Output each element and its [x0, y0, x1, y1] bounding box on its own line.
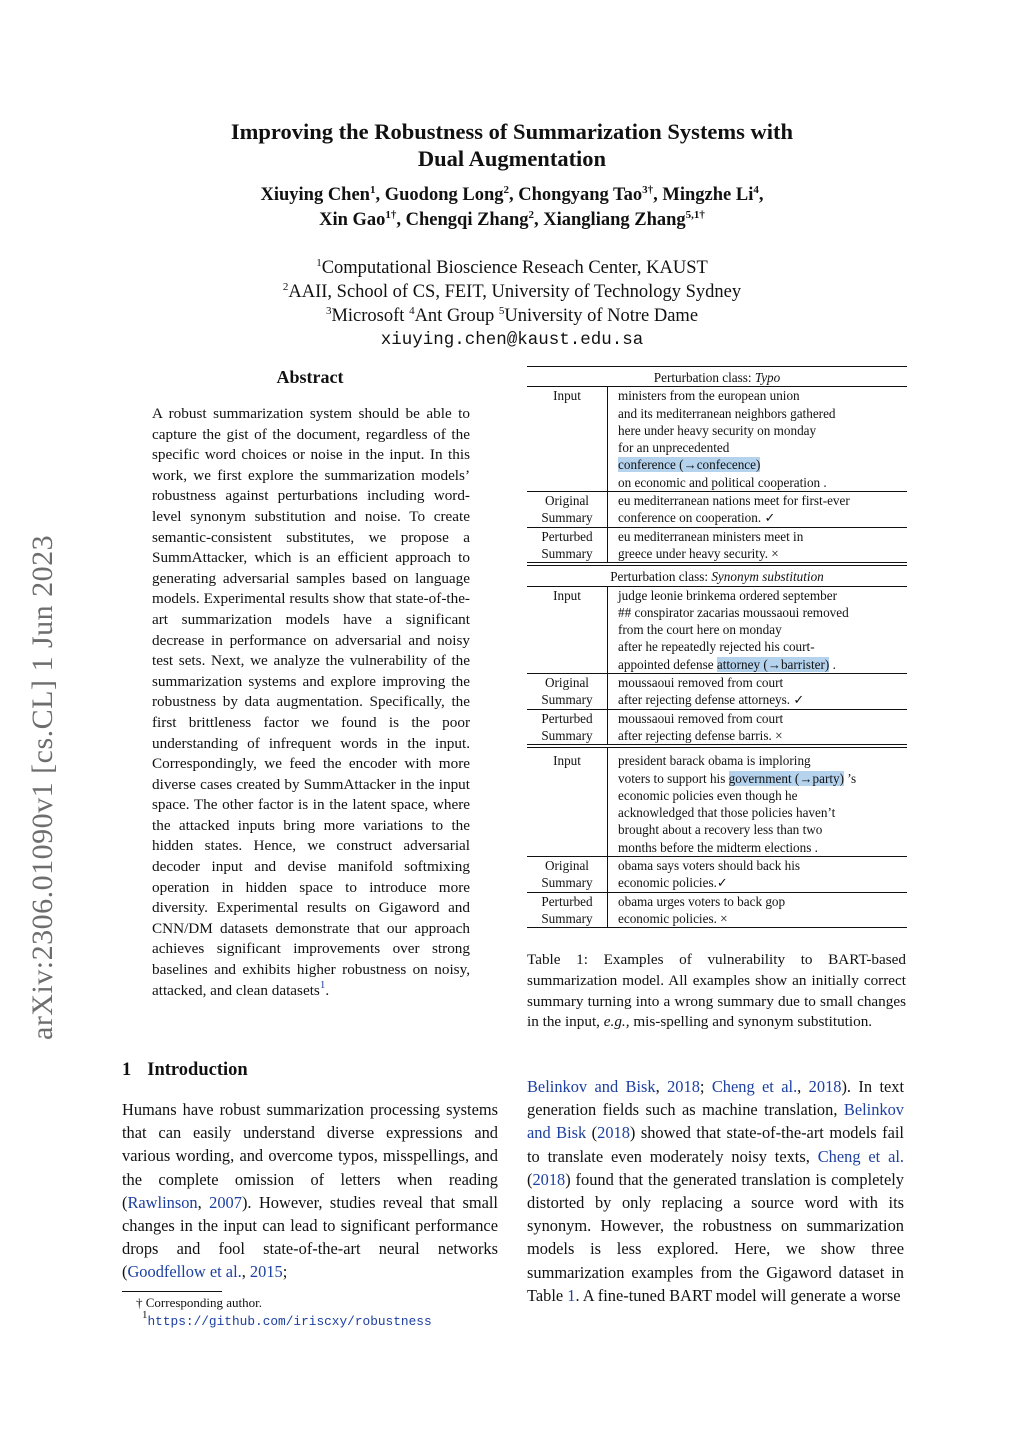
table-row: [527, 674, 907, 710]
affiliation-3: Microsoft: [331, 306, 405, 326]
perturbed-summary: obama urges voters to back gop economic policies. ×: [608, 892, 908, 928]
perturbed-word-highlight: conference (→confecence): [618, 457, 761, 473]
abstract-end: .: [325, 981, 330, 999]
introduction-paragraph: [122, 1098, 498, 1284]
row-label: Perturbed Summary: [527, 527, 608, 563]
caption-eg: e.g.,: [603, 1013, 630, 1031]
table-row: [527, 748, 907, 857]
perturbed-word-highlight: government (→party): [728, 770, 844, 786]
table-row: [527, 709, 907, 745]
footnotes: [122, 1294, 432, 1331]
table-row: [527, 857, 907, 893]
author-affiliation-mark: 1†: [385, 209, 397, 221]
perturbed-word-highlight: attorney (→barrister): [716, 656, 830, 672]
abstract-text: A robust summarization system should be able to capture the gist of the document, regardless of the specific word choices or noise in the input. In this work, we first explore the summarization models’ robustness against perturbations including word-level synonym substitution and noise. To create semantic-consistent substitutes, we propose a SummAttacker, which is an efficient approach to generating adversarial samples based on language models. Experimental results show that state-of-the-art summarization models have a significant decrease in performance on adversarial and noisy test sets. Next, we analyze the vulnerability of the summarization systems and explore improving the robustness by data augmentation. Specifically, the first brittleness factor we found is the poor understanding of infrequent words in the input. Correspondingly, we feed the encoder with more diverse cases created by SummAttacker in the input space. The other factor is in the latent space, where the attacked inputs bring more variations to the hidden states. Hence, we construct adversarial decoder input and devise manifold softmixing operation in hidden space to introduce more diversity. Experimental results on Gigaword and CNN/DM datasets demonstrate that our approach achieves significant improvements over strong baselines and exhibits higher robustness on noisy, attacked, and clean datasets: [152, 405, 470, 999]
row-label: Input: [527, 387, 608, 492]
perturbed-summary: moussaoui removed from court after rejecting defense barris. ×: [608, 709, 908, 745]
row-label: Original Summary: [527, 857, 608, 893]
citation-link[interactable]: Goodfellow et al.: [127, 1262, 242, 1282]
table-row: [527, 527, 907, 563]
author-name: Guodong Long: [384, 185, 504, 205]
author-affiliation-mark: 4: [753, 184, 759, 196]
citation-link[interactable]: 2018: [667, 1077, 700, 1096]
caption-text: Table 1: Examples of vulnerability to BART-based summarization model. All examples show an initially correct summary turning into a wrong summary due to small changes in the input,: [527, 951, 906, 1031]
citation-link[interactable]: 2015: [249, 1262, 283, 1282]
table-row: [527, 566, 907, 586]
citation-link[interactable]: Belinkov and Bisk: [527, 1100, 904, 1143]
intro-text: ,: [241, 1262, 250, 1282]
citation-link[interactable]: 2018: [597, 1123, 630, 1143]
footnote-mark: 1: [142, 1309, 148, 1321]
affiliations: $^1$Computational Bioscience Reseach Center, KAUST $^2$AAII, School of CS, FEIT, University of Technology Sydney $^3$Microsoft $^4$Ant Group $^5$University of Notre Dame xiuying.chen@kaust.edu.sa: [0, 256, 1024, 352]
citation-link[interactable]: Cheng et al.: [817, 1146, 905, 1166]
perturbation-class: Typo: [754, 370, 781, 385]
footnote-ref[interactable]: 1: [319, 978, 326, 991]
affiliation-2: AAII, School of CS, FEIT, University of Technology Sydney: [288, 282, 742, 302]
affiliation-4: Ant Group: [414, 306, 495, 326]
table-reference-link[interactable]: 1: [567, 1285, 576, 1305]
table-row: [527, 492, 907, 528]
perturbation-class: Synonym substitution: [711, 569, 824, 585]
author-affiliation-mark: 2: [528, 209, 535, 221]
input-text: ministers from the european union and its mediterranean neighbors gathered here under heavy security on monday for an unprecedented conference (→confecence) on economic and political cooperation .: [618, 388, 836, 490]
section-heading-introduction: [122, 1060, 248, 1081]
author-affiliation-mark: 5,1†: [685, 209, 705, 221]
title-line-1: Improving the Robustness of Summarization Systems with: [230, 119, 794, 144]
intro-text: ,: [197, 1192, 210, 1212]
author-name: Chengqi Zhang: [405, 210, 529, 230]
citation-link[interactable]: Cheng et al.: [711, 1077, 798, 1096]
citation-link[interactable]: Rawlinson: [127, 1192, 198, 1212]
citation-link[interactable]: Belinkov and Bisk: [527, 1077, 656, 1096]
section-title: Introduction: [147, 1060, 248, 1080]
author-affiliation-mark: 1: [369, 184, 376, 196]
citation-link[interactable]: 2018: [808, 1077, 842, 1096]
row-label: Perturbed Summary: [527, 892, 608, 928]
row-label: Original Summary: [527, 674, 608, 710]
input-text: president barack obama is imploring voters to support his government (→party) ’s economic policies even though he acknowledged that those policies haven’t brought about a recovery less than two months before the midterm elections .: [608, 748, 908, 857]
citation-link[interactable]: 2007: [209, 1192, 242, 1212]
contact-email[interactable]: xiuying.chen@kaust.edu.sa: [380, 330, 644, 350]
author-affiliation-mark: 2: [503, 184, 509, 196]
row-label: Original Summary: [527, 492, 608, 528]
original-summary: moussaoui removed from court after rejecting defense attorneys. ✓: [608, 674, 908, 710]
perturbed-summary: eu mediterranean ministers meet in greece under heavy security. ×: [608, 527, 908, 563]
paper-title: [0, 118, 1024, 172]
intro-text: Humans have robust summarization processing systems that can easily understand diverse expressions and various wording, and overcome typos, misspellings, and the complete omission of letters when reading (: [122, 1100, 498, 1212]
affiliation-1: Computational Bioscience Reseach Center, KAUST: [321, 258, 708, 278]
title-line-2: Dual Augmentation: [417, 146, 607, 171]
author-affiliation-mark: 3†: [642, 184, 654, 196]
corresponding-note: † Corresponding author.: [136, 1295, 263, 1310]
table-row: [527, 367, 907, 387]
intro-text: ). However, studies reveal that small changes in the input can lead to significant performance drops and fool state-of-the-art neural networks (: [122, 1192, 498, 1282]
table-row: [527, 586, 907, 673]
table-row: [527, 387, 907, 492]
row-label: Input: [527, 748, 608, 857]
abstract-body: [152, 404, 470, 1001]
vulnerability-examples-table: [527, 366, 907, 928]
section-number: 1: [122, 1060, 132, 1080]
introduction-continued: Belinkov and Bisk, 2018; Cheng et al., 2018). In text generation fields such as machine translation, Belinkov and Bisk (2018) showed that state-of-the-art models fail to translate even moderately noisy texts, Cheng et al. (2018) found that the generated translation is completely distorted by only replacing a source word with its synonym. However, the robustness on summarization models is less explored. Here, we show three summarization examples from the Gigaword dataset in Table 1. A fine-tuned BART model will generate a worse: [527, 1077, 905, 1305]
row-label: Input: [527, 586, 608, 673]
author-name: Xin Gao: [319, 210, 386, 230]
perturbation-class-header: Perturbation class: Synonym substitution: [527, 566, 907, 586]
affiliation-5: University of Notre Dame: [504, 306, 699, 326]
author-list: Xiuying Chen$^1$, Guodong Long$^2$, Chongyang Tao$^{3\dagger}$, Mingzhe Li$^4$, Xin Gao$^{1\dagger}$, Chengqi Zhang$^2$, Xiangliang Zhang$^{5,1\dagger}$: [260, 184, 764, 230]
author-name: Xiangliang Zhang: [543, 210, 686, 230]
author-name: Xiuying Chen: [260, 185, 370, 205]
author-name: Chongyang Tao: [518, 185, 643, 205]
citation-link[interactable]: 2018: [532, 1169, 566, 1189]
arxiv-identifier: arXiv:2306.01090v1 [cs.CL] 1 Jun 2023: [26, 534, 59, 1040]
original-summary: eu mediterranean nations meet for first-ever conference on cooperation. ✓: [608, 492, 908, 528]
intro-text: ;: [282, 1262, 288, 1282]
table-row: [527, 892, 907, 928]
caption-text: mis-spelling and synonym substitution.: [629, 1013, 873, 1031]
perturbation-class-header: Perturbation class: Typo: [527, 367, 907, 387]
row-label: Perturbed Summary: [527, 709, 608, 745]
original-summary: obama says voters should back his economic policies.✓: [608, 857, 908, 893]
input-text: judge leonie brinkema ordered september ## conspirator zacarias moussaoui removed from the court here on monday after he repeatedly rejected his court- appointed defense attorney (→barrister) .: [618, 587, 849, 672]
table-caption: [527, 950, 906, 1033]
abstract-heading: Abstract: [276, 367, 344, 387]
repository-link[interactable]: https://github.com/iriscxy/robustness: [147, 1314, 432, 1329]
author-name: Mingzhe Li: [662, 185, 754, 205]
footnote-rule: [122, 1291, 222, 1292]
